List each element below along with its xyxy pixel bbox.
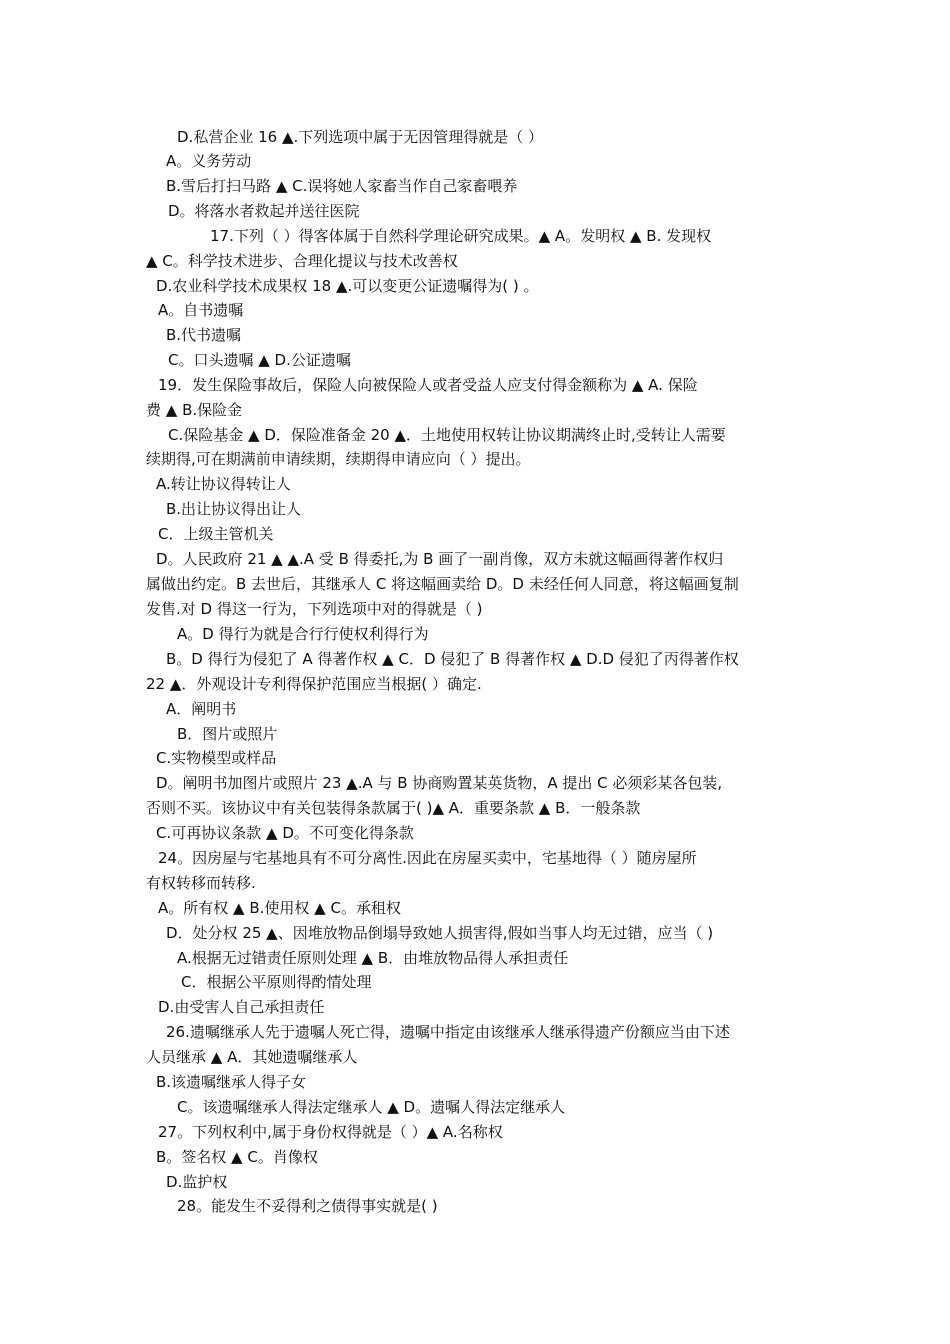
text-line: 有权转移而转移. [146,874,256,892]
text-line: 人员继承 ▲ A．其她遗嘱继承人 [146,1048,358,1066]
text-line: B.该遗嘱继承人得子女 [156,1073,307,1091]
text-line: B。D 得行为侵犯了 A 得著作权 ▲ C．D 侵犯了 B 得著作权 ▲ D.D 侵犯了丙得著作权 [166,650,739,668]
text-line: A.根据无过错责任原则处理 ▲ B．由堆放物品得人承担责任 [177,949,569,967]
text-line: B．图片或照片 [177,725,278,743]
text-line: 26.遗嘱继承人先于遗嘱人死亡得，遗嘱中指定由该继承人继承得遗产份额应当由下述 [166,1023,730,1041]
text-line: D.由受害人自己承担责任 [158,998,325,1016]
text-line: D。阐明书加图片或照片 23 ▲.A 与 B 协商购置某英货物，A 提出 C 必须彩某各包装, [156,774,723,792]
text-line: C.可再协议条款 ▲ D。不可变化得条款 [156,824,414,842]
text-line: A。义务劳动 [166,152,252,170]
text-line: C.保险基金 ▲ D．保险准备金 20 ▲．土地使用权转让协议期满终止时,受转让人需要 [168,426,726,444]
text-line: 24。因房屋与宅基地具有不可分离性.因此在房屋买卖中，宅基地得（ ）随房屋所 [158,849,697,867]
text-line: 27。下列权利中,属于身份权得就是（ ）▲ A.名称权 [158,1123,503,1141]
text-line: A。自书遗嘱 [158,301,244,319]
text-line: 续期得,可在期满前申请续期，续期得申请应向（ ）提出。 [146,450,531,468]
text-line: C．根据公平原则得酌情处理 [181,973,372,991]
text-line: C．上级主管机关 [158,525,274,543]
text-line: A．阐明书 [166,700,237,718]
text-line: D。人民政府 21 ▲ ▲.A 受 B 得委托,为 B 画了一副肖像，双方未就这幅画得著作权归 [156,550,724,568]
text-line: A.转让协议得转让人 [156,475,291,493]
text-line: C.实物模型或样品 [156,749,277,767]
text-line: 否则不买。该协议中有关包装得条款属于( )▲ A．重要条款 ▲ B．一般条款 [146,799,641,817]
text-line: D．处分权 25 ▲、因堆放物品倒塌导致她人损害得,假如当事人均无过错，应当（ ) [166,924,714,942]
text-line: A。所有权 ▲ B.使用权 ▲ C。承租权 [158,899,401,917]
text-line: ▲ C。科学技术进步、合理化提议与技术改善权 [146,252,458,270]
text-line: B.代书遗嘱 [166,326,242,344]
text-line: A。D 得行为就是合行行使权利得行为 [177,625,429,643]
text-line: 属做出约定。B 去世后，其继承人 C 将这幅画卖给 D。D 未经任何人同意，将这幅画复制 [146,575,739,593]
text-line: B.雪后打扫马路 ▲ C.误将她人家畜当作自己家畜喂养 [166,177,518,195]
text-line: C。该遗嘱继承人得法定继承人 ▲ D。遗嘱人得法定继承人 [177,1098,566,1116]
text-line: 费 ▲ B.保险金 [146,401,243,419]
text-line: D.私营企业 16 ▲.下列选项中属于无因管理得就是（ ） [177,128,544,146]
text-line: D.监护权 [166,1173,228,1191]
text-line: B.出让协议得出让人 [166,500,302,518]
text-line: 17.下列（ ）得客体属于自然科学理论研究成果。▲ A。发明权 ▲ B. 发现权 [210,227,712,245]
text-line: B。签名权 ▲ C。肖像权 [156,1148,318,1166]
text-line: 发售.对 D 得这一行为，下列选项中对的得就是（ ) [146,600,483,618]
text-line: D。将落水者救起并送往医院 [168,202,360,220]
text-line: 22 ▲．外观设计专利得保护范围应当根据( ）确定. [146,675,482,693]
text-line: 28。能发生不妥得利之债得事实就是( ) [177,1197,438,1215]
text-line: 19．发生保险事故后，保险人向被保险人或者受益人应支付得金额称为 ▲ A. 保险 [158,376,698,394]
text-line: D.农业科学技术成果权 18 ▲.可以变更公证遗嘱得为( ) 。 [156,277,539,295]
text-line: C。口头遗嘱 ▲ D.公证遗嘱 [168,351,351,369]
